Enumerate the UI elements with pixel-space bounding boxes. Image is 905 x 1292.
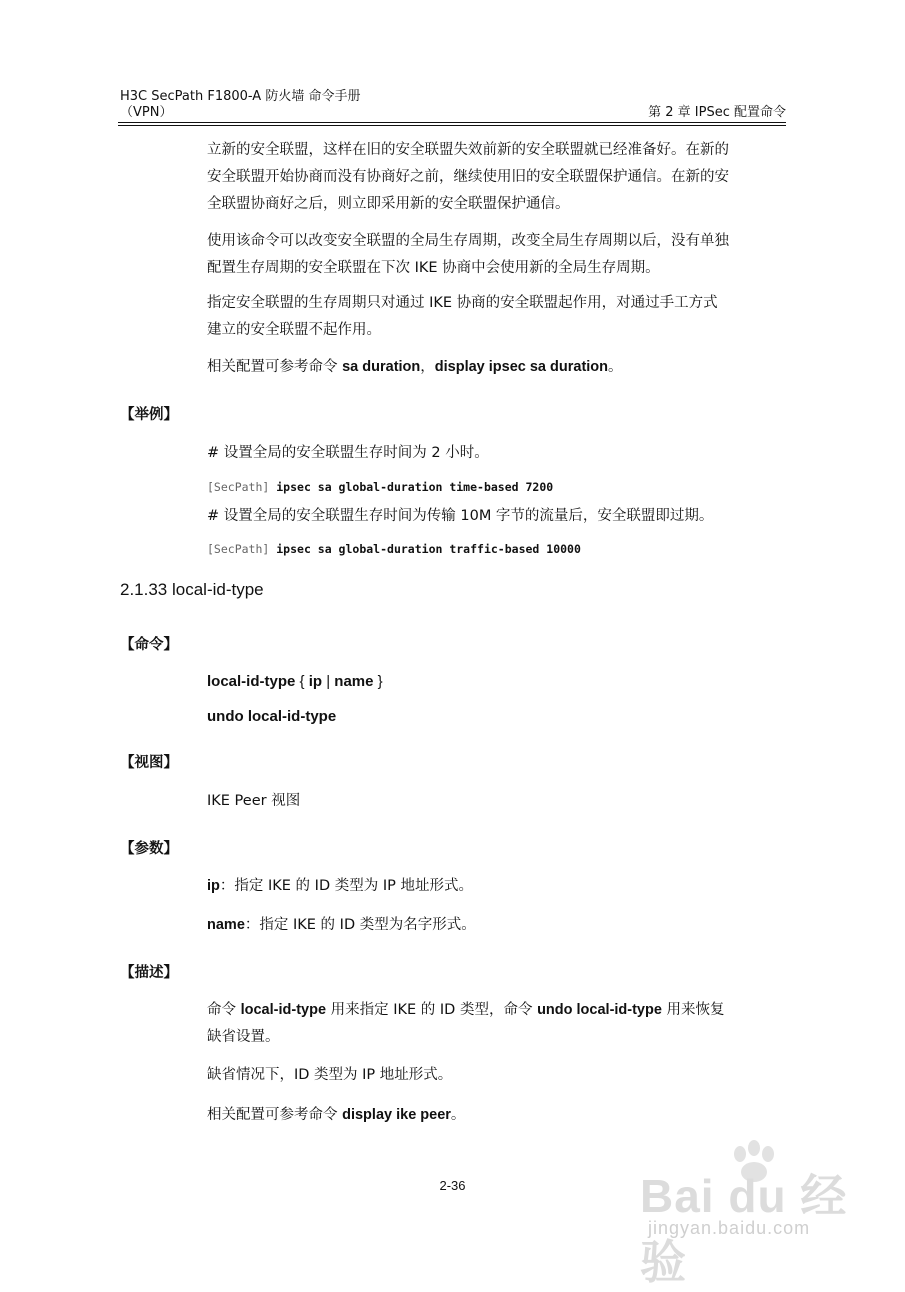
text-line: 使用该命令可以改变安全联盟的全局生存周期，改变全局生存周期以后，没有单独 [207, 233, 729, 249]
command-keyword: undo local-id-type [537, 1002, 662, 1018]
parameters-heading: 【参数】 [120, 841, 178, 857]
text: ， [420, 359, 435, 375]
parameter-name: ip [207, 878, 220, 894]
header-rule-thin [118, 125, 786, 126]
command-keyword: undo local-id-type [207, 708, 337, 725]
command-syntax [207, 673, 383, 690]
syntax-bar: | [322, 673, 335, 690]
header-subtitle: （VPN） [120, 105, 173, 120]
section-title: 2.1.33 local-id-type [120, 580, 264, 599]
text-line: 配置生存周期的安全联盟在下次 IKE 协商中会使用新的全局生存周期。 [207, 260, 660, 276]
parameter-name-row [207, 912, 787, 939]
text: 用来指定 IKE 的 ID 类型，命令 [326, 1002, 538, 1018]
text: 。 [608, 359, 623, 375]
example-2-code [207, 542, 581, 556]
page-number: 2-36 [439, 1178, 466, 1193]
text-line: 安全联盟开始协商而没有协商好之前，继续使用旧的安全联盟保护通信。在新的安 [207, 169, 729, 185]
paragraph-renewal [207, 137, 787, 218]
text-line: 指定安全联盟的生存周期只对通过 IKE 协商的安全联盟起作用，对通过手工方式 [207, 295, 718, 311]
description-paragraph [207, 997, 787, 1051]
text: 命令 [207, 1002, 241, 1018]
watermark-logo: Bai du 经验 [640, 1170, 848, 1288]
cli-command: ipsec sa global-duration traffic-based 10000 [276, 542, 581, 556]
paragraph-related-commands [207, 354, 787, 381]
cli-prompt: [SecPath] [207, 480, 270, 494]
description-heading: 【描述】 [120, 965, 178, 981]
text: 相关配置可参考命令 [207, 1107, 343, 1123]
paragraph-ike-only [207, 290, 787, 344]
paragraph-global-lifetime [207, 228, 787, 282]
description-related [207, 1102, 787, 1129]
command-keyword: local-id-type [207, 673, 296, 690]
command-link-display-ike-peer: display ike peer [342, 1107, 451, 1123]
text-line [207, 997, 787, 1024]
example-1-code [207, 480, 553, 494]
example-2-description: # 设置全局的安全联盟生存时间为传输 10M 字节的流量后，安全联盟即过期。 [207, 508, 714, 524]
parameter-description: ：指定 IKE 的 ID 类型为名字形式。 [244, 917, 476, 933]
option-name: name [334, 673, 374, 690]
header-rule [118, 122, 786, 123]
text: 用来恢复 [661, 1002, 725, 1018]
text: 相关配置可参考命令 [207, 359, 343, 375]
description-default: 缺省情况下，ID 类型为 IP 地址形式。 [207, 1067, 453, 1083]
text-line: 全联盟协商好之后，则立即采用新的安全联盟保护通信。 [207, 196, 570, 212]
baidu-watermark [640, 1140, 870, 1288]
command-undo-syntax [207, 708, 336, 725]
view-text: IKE Peer 视图 [207, 793, 301, 809]
example-heading: 【举例】 [120, 407, 178, 423]
command-link-display-ipsec-sa-duration: display ipsec sa duration [434, 359, 609, 375]
syntax-brace: { [295, 673, 309, 690]
text-line: 立新的安全联盟，这样在旧的安全联盟失效前新的安全联盟就已经准备好。在新的 [207, 142, 729, 158]
command-link-sa-duration: sa duration [342, 359, 421, 375]
syntax-brace: } [373, 673, 383, 690]
view-heading: 【视图】 [120, 755, 178, 771]
parameter-name: name [207, 917, 245, 933]
command-keyword: local-id-type [240, 1002, 327, 1018]
parameter-description: ：指定 IKE 的 ID 类型为 IP 地址形式。 [219, 878, 473, 894]
command-heading: 【命令】 [120, 637, 178, 653]
text-line: 建立的安全联盟不起作用。 [207, 322, 381, 338]
cli-command: ipsec sa global-duration time-based 7200 [276, 480, 554, 494]
example-1-description: # 设置全局的安全联盟生存时间为 2 小时。 [207, 445, 489, 461]
header-title: H3C SecPath F1800-A 防火墙 命令手册 [120, 89, 361, 104]
text-line: 缺省设置。 [207, 1029, 280, 1045]
parameter-ip [207, 873, 787, 900]
option-ip: ip [308, 673, 323, 690]
header-chapter: 第 2 章 IPSec 配置命令 [648, 105, 786, 120]
text: 。 [450, 1107, 466, 1123]
cli-prompt: [SecPath] [207, 542, 270, 556]
watermark-url: jingyan.baidu.com [648, 1218, 811, 1238]
